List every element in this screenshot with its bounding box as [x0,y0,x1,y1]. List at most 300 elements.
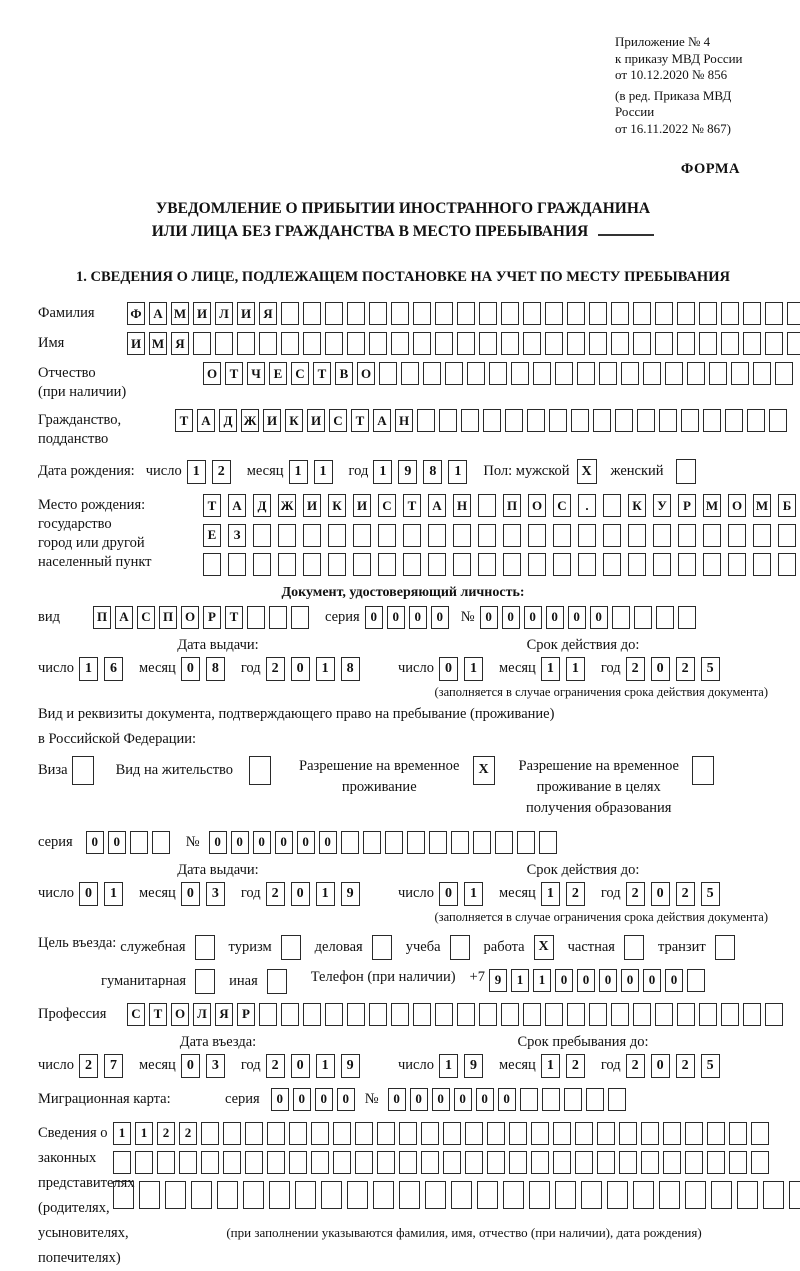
digit-cell[interactable]: 5 [701,1054,720,1078]
char-cell[interactable] [567,302,585,325]
char-cell[interactable]: Т [225,606,243,629]
digit-cell[interactable]: 0 [439,882,458,906]
char-cell[interactable]: 0 [319,831,337,854]
char-cell[interactable] [528,524,546,547]
char-cell[interactable] [763,1181,784,1209]
char-cell[interactable] [787,302,800,325]
char-cell[interactable] [531,1122,549,1145]
char-cell[interactable]: П [159,606,177,629]
digit-cell[interactable]: 2 [566,1054,585,1078]
char-cell[interactable] [633,1181,654,1209]
char-cell[interactable] [487,1122,505,1145]
valid-month-cells[interactable] [541,657,591,681]
char-cell[interactable] [191,1181,212,1209]
char-cell[interactable] [589,1003,607,1026]
char-cell[interactable] [653,553,671,576]
char-cell[interactable]: Я [171,332,189,355]
char-cell[interactable]: П [503,494,521,517]
char-cell[interactable]: 9 [489,969,507,992]
char-cell[interactable] [687,362,705,385]
char-cell[interactable]: М [149,332,167,355]
char-cell[interactable]: 0 [476,1088,494,1111]
digit-cell[interactable]: 1 [439,1054,458,1078]
char-cell[interactable]: Ж [278,494,296,517]
char-cell[interactable]: 0 [108,831,126,854]
char-cell[interactable] [303,302,321,325]
char-cell[interactable] [303,524,321,547]
char-cell[interactable] [619,1122,637,1145]
char-cell[interactable]: Л [193,1003,211,1026]
char-cell[interactable] [577,362,595,385]
char-cell[interactable]: Т [175,409,193,432]
char-cell[interactable] [369,1003,387,1026]
permit-series-cells[interactable] [86,831,174,854]
option-checkbox[interactable] [715,935,735,960]
option-checkbox[interactable] [624,935,644,960]
char-cell[interactable] [586,1088,604,1111]
char-cell[interactable] [228,553,246,576]
char-cell[interactable] [328,524,346,547]
char-cell[interactable] [747,409,765,432]
char-cell[interactable] [347,1003,365,1026]
char-cell[interactable]: А [197,409,215,432]
char-cell[interactable] [528,553,546,576]
char-cell[interactable]: Т [225,362,243,385]
char-cell[interactable]: 0 [86,831,104,854]
char-cell[interactable] [253,524,271,547]
char-cell[interactable]: Т [149,1003,167,1026]
char-cell[interactable]: Т [351,409,369,432]
char-cell[interactable] [243,1181,264,1209]
char-cell[interactable] [633,332,651,355]
char-cell[interactable] [615,409,633,432]
migration-number-cells[interactable] [388,1088,630,1111]
char-cell[interactable]: 0 [480,606,498,629]
char-cell[interactable]: А [373,409,391,432]
edu-permit-checkbox[interactable] [692,756,714,785]
char-cell[interactable]: 0 [275,831,293,854]
char-cell[interactable] [281,332,299,355]
char-cell[interactable]: К [285,409,303,432]
char-cell[interactable]: 0 [337,1088,355,1111]
digit-cell[interactable]: 0 [181,882,200,906]
char-cell[interactable]: 0 [643,969,661,992]
char-cell[interactable] [281,302,299,325]
char-cell[interactable] [721,332,739,355]
char-cell[interactable] [489,362,507,385]
char-cell[interactable]: Е [203,524,221,547]
char-cell[interactable] [203,553,221,576]
char-cell[interactable] [612,606,630,629]
char-cell[interactable] [529,1181,550,1209]
char-cell[interactable]: И [127,332,145,355]
char-cell[interactable]: Л [215,302,233,325]
char-cell[interactable]: Т [313,362,331,385]
char-cell[interactable] [403,524,421,547]
char-cell[interactable]: Д [219,409,237,432]
digit-cell[interactable]: 1 [566,657,585,681]
char-cell[interactable]: 0 [432,1088,450,1111]
char-cell[interactable]: Я [215,1003,233,1026]
char-cell[interactable] [479,1003,497,1026]
char-cell[interactable] [527,409,545,432]
profession-cells[interactable] [127,1003,787,1026]
char-cell[interactable] [593,409,611,432]
char-cell[interactable] [303,553,321,576]
digit-cell[interactable]: 0 [651,657,670,681]
digit-cell[interactable]: 1 [79,657,98,681]
char-cell[interactable] [311,1122,329,1145]
char-cell[interactable] [628,524,646,547]
char-cell[interactable] [517,831,535,854]
char-cell[interactable] [753,524,771,547]
char-cell[interactable] [578,524,596,547]
char-cell[interactable] [753,553,771,576]
char-cell[interactable] [457,1003,475,1026]
doc-series-cells[interactable] [365,606,453,629]
char-cell[interactable] [247,606,265,629]
patronymic-cells[interactable] [203,362,797,385]
permit-number-cells[interactable] [209,831,561,854]
char-cell[interactable] [677,1003,695,1026]
digit-cell[interactable]: 2 [676,657,695,681]
char-cell[interactable] [703,553,721,576]
digit-cell[interactable]: 0 [181,657,200,681]
char-cell[interactable]: О [528,494,546,517]
char-cell[interactable] [369,332,387,355]
char-cell[interactable] [611,332,629,355]
char-cell[interactable] [465,1122,483,1145]
char-cell[interactable]: . [578,494,596,517]
char-cell[interactable] [578,553,596,576]
char-cell[interactable] [259,1003,277,1026]
char-cell[interactable] [130,831,148,854]
char-cell[interactable] [385,831,403,854]
char-cell[interactable] [581,1181,602,1209]
residence-permit-checkbox[interactable] [249,756,271,785]
entry-year-cells[interactable] [266,1054,366,1078]
issue-day-cells[interactable] [79,657,129,681]
char-cell[interactable]: Н [395,409,413,432]
digit-cell[interactable]: 1 [464,882,483,906]
digit-cell[interactable]: 0 [651,882,670,906]
char-cell[interactable] [373,1181,394,1209]
char-cell[interactable] [451,831,469,854]
char-cell[interactable] [477,1181,498,1209]
char-cell[interactable]: 0 [297,831,315,854]
char-cell[interactable]: И [263,409,281,432]
char-cell[interactable] [495,831,513,854]
char-cell[interactable] [341,831,359,854]
char-cell[interactable] [269,1181,290,1209]
digit-cell[interactable]: 0 [651,1054,670,1078]
representatives-cells-row3[interactable] [113,1181,800,1209]
digit-cell[interactable]: 1 [373,460,392,484]
char-cell[interactable]: Я [259,302,277,325]
char-cell[interactable] [603,553,621,576]
char-cell[interactable] [478,524,496,547]
char-cell[interactable] [503,553,521,576]
char-cell[interactable] [423,362,441,385]
char-cell[interactable] [253,553,271,576]
char-cell[interactable]: 0 [293,1088,311,1111]
char-cell[interactable] [399,1181,420,1209]
char-cell[interactable] [421,1122,439,1145]
char-cell[interactable] [523,302,541,325]
char-cell[interactable] [553,1122,571,1145]
valid-year-cells[interactable] [626,657,726,681]
stay-day-cells[interactable] [439,1054,489,1078]
char-cell[interactable]: Ч [247,362,265,385]
char-cell[interactable] [217,1181,238,1209]
char-cell[interactable] [428,553,446,576]
option-checkbox[interactable]: X [534,935,554,960]
digit-cell[interactable]: 1 [448,460,467,484]
char-cell[interactable]: Т [203,494,221,517]
char-cell[interactable]: К [328,494,346,517]
char-cell[interactable]: 0 [665,969,683,992]
char-cell[interactable] [711,1181,732,1209]
char-cell[interactable] [289,1122,307,1145]
char-cell[interactable]: И [307,409,325,432]
issue-month-cells[interactable] [181,657,231,681]
char-cell[interactable] [634,606,652,629]
char-cell[interactable] [407,831,425,854]
visa-checkbox[interactable] [72,756,94,785]
valid-day-cells[interactable] [439,657,489,681]
digit-cell[interactable]: 1 [316,882,335,906]
char-cell[interactable] [599,362,617,385]
char-cell[interactable] [699,302,717,325]
char-cell[interactable] [589,332,607,355]
char-cell[interactable] [778,524,796,547]
char-cell[interactable] [425,1181,446,1209]
char-cell[interactable] [633,302,651,325]
digit-cell[interactable]: 1 [541,1054,560,1078]
permit-issue-day-cells[interactable] [79,882,129,906]
char-cell[interactable]: 0 [315,1088,333,1111]
char-cell[interactable] [453,524,471,547]
char-cell[interactable] [728,553,746,576]
char-cell[interactable] [687,969,705,992]
char-cell[interactable]: 0 [498,1088,516,1111]
char-cell[interactable] [377,1122,395,1145]
char-cell[interactable] [637,409,655,432]
surname-cells[interactable] [127,302,800,325]
char-cell[interactable] [685,1122,703,1145]
char-cell[interactable] [503,1181,524,1209]
char-cell[interactable] [656,606,674,629]
digit-cell[interactable]: 3 [206,882,225,906]
char-cell[interactable]: О [181,606,199,629]
char-cell[interactable] [743,302,761,325]
char-cell[interactable] [328,553,346,576]
char-cell[interactable]: Р [203,606,221,629]
char-cell[interactable] [429,831,447,854]
char-cell[interactable]: 0 [568,606,586,629]
digit-cell[interactable]: 1 [316,657,335,681]
char-cell[interactable] [453,553,471,576]
char-cell[interactable] [655,332,673,355]
char-cell[interactable] [567,332,585,355]
char-cell[interactable] [681,409,699,432]
char-cell[interactable] [413,1003,431,1026]
char-cell[interactable] [542,1088,560,1111]
stay-year-cells[interactable] [626,1054,726,1078]
char-cell[interactable] [281,1003,299,1026]
digit-cell[interactable]: 2 [676,882,695,906]
digit-cell[interactable]: 2 [626,882,645,906]
char-cell[interactable] [325,332,343,355]
char-cell[interactable] [467,362,485,385]
char-cell[interactable] [659,409,677,432]
char-cell[interactable] [765,332,783,355]
char-cell[interactable] [743,332,761,355]
birth-place-cells-row1[interactable] [203,494,800,517]
option-checkbox[interactable] [195,969,215,994]
birth-month-cells[interactable] [289,460,339,484]
char-cell[interactable] [445,362,463,385]
permit-valid-year-cells[interactable] [626,882,726,906]
digit-cell[interactable]: 9 [398,460,417,484]
char-cell[interactable] [483,409,501,432]
digit-cell[interactable]: 0 [291,657,310,681]
char-cell[interactable] [193,332,211,355]
option-checkbox[interactable] [450,935,470,960]
char-cell[interactable] [165,1181,186,1209]
char-cell[interactable]: А [149,302,167,325]
char-cell[interactable] [523,332,541,355]
char-cell[interactable] [113,1181,134,1209]
char-cell[interactable] [628,553,646,576]
char-cell[interactable] [443,1122,461,1145]
issue-year-cells[interactable] [266,657,366,681]
char-cell[interactable] [643,362,661,385]
char-cell[interactable] [659,1181,680,1209]
char-cell[interactable]: 0 [409,606,427,629]
digit-cell[interactable]: 0 [439,657,458,681]
digit-cell[interactable]: 1 [314,460,333,484]
char-cell[interactable] [391,1003,409,1026]
char-cell[interactable]: 0 [555,969,573,992]
char-cell[interactable]: Н [453,494,471,517]
char-cell[interactable] [152,831,170,854]
representatives-cells-row1[interactable] [113,1122,800,1145]
char-cell[interactable] [721,1003,739,1026]
char-cell[interactable]: 0 [577,969,595,992]
char-cell[interactable] [731,362,749,385]
digit-cell[interactable]: 2 [676,1054,695,1078]
char-cell[interactable]: И [237,302,255,325]
char-cell[interactable]: О [357,362,375,385]
char-cell[interactable]: Ф [127,302,145,325]
char-cell[interactable] [478,553,496,576]
char-cell[interactable]: 0 [621,969,639,992]
char-cell[interactable]: 0 [599,969,617,992]
char-cell[interactable]: 0 [590,606,608,629]
char-cell[interactable] [520,1088,538,1111]
char-cell[interactable] [685,1181,706,1209]
char-cell[interactable] [665,362,683,385]
char-cell[interactable]: С [553,494,571,517]
sex-male-checkbox[interactable]: X [577,459,597,484]
char-cell[interactable]: 0 [253,831,271,854]
char-cell[interactable] [417,409,435,432]
char-cell[interactable]: 0 [454,1088,472,1111]
digit-cell[interactable]: 0 [291,882,310,906]
char-cell[interactable]: 0 [388,1088,406,1111]
char-cell[interactable]: 1 [511,969,529,992]
char-cell[interactable] [677,332,695,355]
digit-cell[interactable]: 5 [701,657,720,681]
digit-cell[interactable]: 1 [316,1054,335,1078]
char-cell[interactable] [347,302,365,325]
permit-valid-day-cells[interactable] [439,882,489,906]
char-cell[interactable] [278,524,296,547]
char-cell[interactable] [765,1003,783,1026]
char-cell[interactable] [753,362,771,385]
char-cell[interactable] [555,1181,576,1209]
char-cell[interactable]: С [291,362,309,385]
digit-cell[interactable]: 6 [104,657,123,681]
char-cell[interactable]: Д [253,494,271,517]
option-checkbox[interactable] [372,935,392,960]
digit-cell[interactable]: 2 [266,882,285,906]
char-cell[interactable] [575,1122,593,1145]
char-cell[interactable] [479,302,497,325]
entry-day-cells[interactable] [79,1054,129,1078]
char-cell[interactable]: Р [237,1003,255,1026]
char-cell[interactable] [501,1003,519,1026]
char-cell[interactable] [355,1122,373,1145]
doc-number-cells[interactable] [480,606,700,629]
option-checkbox[interactable] [281,935,301,960]
char-cell[interactable]: С [378,494,396,517]
digit-cell[interactable]: 1 [289,460,308,484]
digit-cell[interactable]: 5 [701,882,720,906]
temp-permit-checkbox[interactable]: X [473,756,495,785]
char-cell[interactable] [721,302,739,325]
char-cell[interactable] [325,1003,343,1026]
birth-place-cells-row3[interactable] [203,553,800,576]
char-cell[interactable]: 0 [524,606,542,629]
char-cell[interactable] [603,524,621,547]
char-cell[interactable] [501,302,519,325]
digit-cell[interactable]: 8 [341,657,360,681]
char-cell[interactable] [775,362,793,385]
char-cell[interactable] [333,1122,351,1145]
char-cell[interactable] [567,1003,585,1026]
digit-cell[interactable]: 0 [181,1054,200,1078]
char-cell[interactable] [347,332,365,355]
digit-cell[interactable]: 0 [79,882,98,906]
char-cell[interactable] [267,1122,285,1145]
char-cell[interactable]: З [228,524,246,547]
char-cell[interactable] [321,1181,342,1209]
char-cell[interactable]: К [628,494,646,517]
char-cell[interactable] [451,1181,472,1209]
char-cell[interactable] [439,409,457,432]
char-cell[interactable] [611,302,629,325]
char-cell[interactable]: С [137,606,155,629]
char-cell[interactable] [291,606,309,629]
given-name-cells[interactable] [127,332,800,355]
permit-issue-year-cells[interactable] [266,882,366,906]
char-cell[interactable] [597,1122,615,1145]
doc-type-cells[interactable] [93,606,313,629]
char-cell[interactable] [539,831,557,854]
birth-year-cells[interactable] [373,460,473,484]
